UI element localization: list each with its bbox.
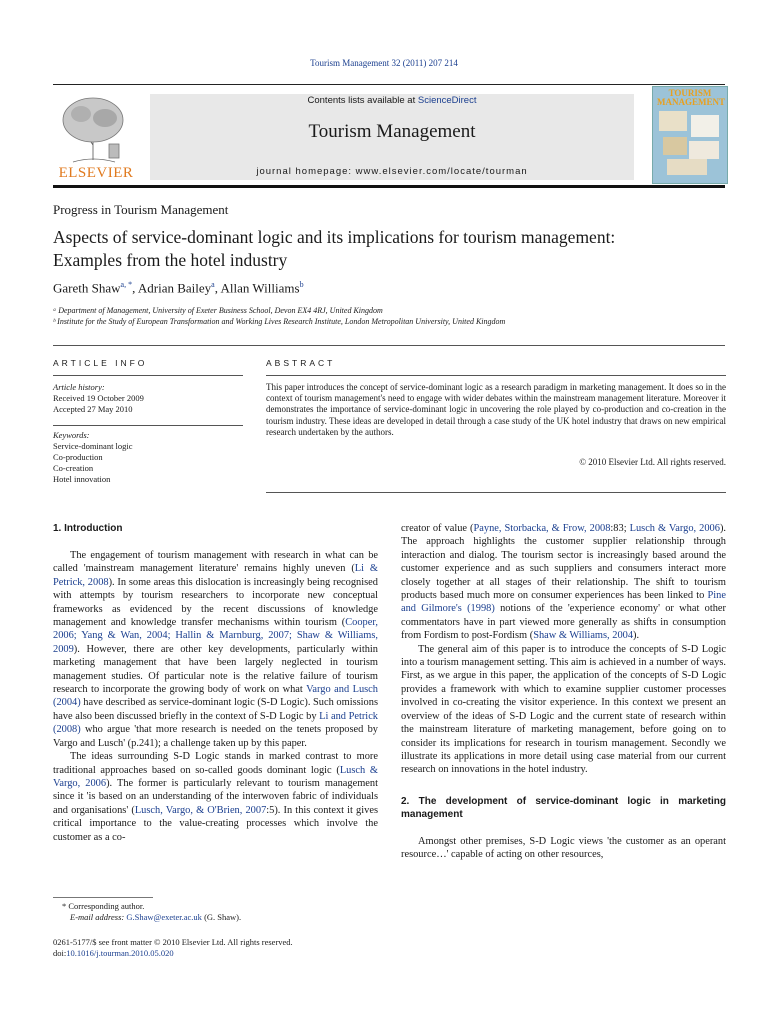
paragraph-text: creator of value ( — [401, 523, 474, 534]
header-rule — [53, 84, 725, 85]
author-separator: , — [214, 280, 221, 296]
paragraph — [401, 835, 726, 862]
citation-link[interactable]: Pine and Gilmore's (1998) — [401, 590, 726, 615]
email-label: E-mail address: — [70, 912, 127, 922]
journal-cover-image — [652, 86, 728, 184]
paragraph-text: The engagement of tourism management with research in what can be called 'mainstream management literature' remains highly uneven ( — [53, 550, 378, 575]
citation-link[interactable]: Shaw & Williams, 2004 — [533, 630, 634, 642]
journal-homepage[interactable]: journal homepage: www.elsevier.com/locate/tourman — [256, 166, 528, 177]
paragraph-text: The ideas surrounding S-D Logic stands in marked contrast to more traditional approaches based on so-called goods dominant logic ( — [53, 751, 378, 776]
author-name: Gareth Shaw — [53, 280, 121, 296]
abstract-bottom-rule — [266, 492, 726, 493]
citation-link[interactable]: Lusch & Vargo, 2006 — [629, 523, 720, 534]
journal-reference[interactable]: Tourism Management 32 (2011) 207 214 — [310, 58, 458, 68]
email-note — [70, 912, 241, 923]
contents-line — [150, 95, 634, 106]
footnote-rule — [53, 897, 153, 898]
paragraph-text: notions of the 'experience economy' or what other commentators have in part viewed more generally as shifts in consumption from Fordism to post-Fordism ( — [401, 603, 726, 642]
info-top-rule — [53, 345, 725, 346]
keyword: Hotel innovation — [53, 474, 111, 484]
paragraph-text: ). — [633, 630, 640, 642]
cover-title: TOURISM MANAGEMENT — [657, 88, 725, 107]
keywords-block — [53, 430, 133, 485]
issn-line: 0261-5177/$ see front matter © 2010 Elsevier Ltd. All rights reserved. — [53, 937, 293, 947]
email-link[interactable]: G.Shaw@exeter.ac.uk — [126, 912, 202, 922]
right-column — [401, 522, 726, 862]
paragraph — [401, 522, 726, 643]
keyword: Co-creation — [53, 463, 94, 473]
paragraph-text: :83; — [610, 523, 630, 534]
contents-prefix: Contents lists available at — [307, 95, 418, 106]
section-heading-development: 2. The development of service-dominant logic in marketing management — [401, 795, 726, 820]
article-title — [53, 226, 733, 272]
history-rule — [53, 425, 243, 426]
doi-link[interactable]: 10.1016/j.tourman.2010.05.020 — [66, 948, 174, 958]
author-separator: , — [132, 280, 138, 296]
paragraph — [53, 549, 378, 750]
abstract-text: This paper introduces the concept of service-dominant logic as a research paradigm in marketing management. It does so in the context of tourism management's need to engage with wider debates within the mainstream management literature. Moreover it demonstrates the importance of service-dominant logic in uncovering the role played by co-production and co-creation in the tourism industry. These ideas are developed in detail through a case study of the UK hotel industry that draws on new empirical research undertaken by the authors. — [266, 382, 726, 437]
accepted-date: Accepted 27 May 2010 — [53, 404, 133, 414]
abstract-rule — [266, 375, 726, 376]
section-label: Progress in Tourism Management — [53, 202, 229, 217]
affiliation-a: ᵃ Department of Management, University of Exeter Business School, Devon EX4 4RJ, United Kingdom — [53, 306, 383, 315]
doi-prefix: doi: — [53, 948, 67, 958]
corresponding-author-note: * Corresponding author. — [62, 901, 145, 911]
journal-title: Tourism Management — [308, 121, 476, 142]
citation-link[interactable]: Payne, Storbacka, & Frow, 2008 — [473, 523, 611, 534]
author-name: Adrian Bailey — [137, 280, 212, 296]
sciencedirect-link[interactable]: ScienceDirect — [417, 95, 477, 106]
elsevier-wordmark: ELSEVIER — [58, 165, 134, 181]
citation-link[interactable]: Li and Petrick (2008) — [53, 710, 378, 736]
author-affil-marker[interactable]: b — [299, 280, 304, 289]
paragraph-text: have described as service-dominant logic (S-D Logic). Such omissions have also been discussed briefly in the context of S-D Logic by — [53, 697, 378, 722]
author-affil-marker[interactable]: a, * — [120, 280, 133, 289]
keywords-label: Keywords: — [53, 430, 90, 440]
title-line-2: Examples from the hotel industry — [53, 250, 288, 270]
keyword: Co-production — [53, 452, 103, 462]
citation-link[interactable]: Lusch, Vargo, & O'Brien, 2007 — [134, 804, 267, 816]
paragraph-text: ). The approach highlights the customer supplier relationship through interaction and dialog. The tourism sector is increasingly based around the customer experience and as such suppliers and consumers interact more closely together at all stages of their relationship. The shift to tourism products based much more on consumer experiences has been linked to — [401, 523, 727, 602]
doi-line — [53, 948, 174, 959]
paragraph — [53, 750, 378, 844]
paragraph — [401, 643, 726, 777]
paragraph-text: ). The former is particularly relevant to tourism management since it 'is based on an understanding of the interwoven fabric of individuals and organisations' ( — [53, 777, 378, 816]
abstract-copyright: © 2010 Elsevier Ltd. All rights reserved. — [579, 457, 726, 467]
title-line-1: Aspects of service-dominant logic and its implications for tourism management: — [53, 227, 616, 247]
citation-link[interactable]: Li & Petrick, 2008 — [53, 563, 378, 588]
paragraph-text: ). However, there are other key developments, particularly within marketing management that have been largely neglected in tourism management studies. Of particular note is the relative failure of tourism research to incorporate the growing body of work on what — [53, 643, 378, 696]
history-label: Article history: — [53, 382, 105, 392]
citation-link[interactable]: Cooper, 2006; Yang & Wan, 2004; Hallin & Marnburg, 2007; Shaw & Williams, 2009 — [53, 617, 378, 655]
header-thick-rule — [53, 185, 725, 188]
author-affil-marker[interactable]: a — [211, 280, 215, 289]
info-rule — [53, 375, 243, 376]
author-name: Allan Williams — [220, 280, 300, 296]
left-column — [53, 522, 378, 844]
paragraph-text: :5). In this context it gives critical importance to the value-creating processes which involve the customer as a co- — [53, 804, 378, 843]
cover-collage-icon — [659, 111, 721, 177]
citation-link[interactable]: Vargo and Lusch (2004) — [53, 684, 378, 709]
email-suffix: (G. Shaw). — [201, 912, 242, 922]
article-info-heading: ARTICLE INFO — [53, 358, 148, 368]
author-list — [53, 280, 304, 296]
received-date: Received 19 October 2009 — [53, 393, 144, 403]
keyword: Service-dominant logic — [53, 441, 133, 451]
affiliation-b: ᵇ Institute for the Study of European Transformation and Working Lives Research Institute, London Metropolitan University, United Kingdom — [53, 317, 506, 326]
abstract-heading: ABSTRACT — [266, 358, 336, 368]
paragraph-text: The general aim of this paper is to introduce the concepts of S-D Logic into a tourism management setting. This aim is achieved in a number of ways. First, as we argue in this paper, the application of the concepts of S-D Logic provides a framework with which to examine supplier customer processes involved in co-creating the visitor experience. In this context we present an overview of the ideas of S-D Logic and the current state of research within the mainstream literature of marketing management, before going on to consider its implications for research in tourism management. Secondly we illustrate its applications in more detail using case material from our current research on innovations in the hotel industry. — [401, 643, 726, 776]
article-history — [53, 382, 144, 415]
citation-link[interactable]: Lusch & Vargo, 2006 — [53, 764, 378, 789]
paragraph-text: ). In some areas this dislocation is increasingly being recognised with attempts by tourism researchers to incorporate new conceptual frameworks as evidenced by the recent discussions of knowledge management and knowledge transfer mechanisms within tourism ( — [53, 576, 378, 629]
paragraph-text: Amongst other premises, S-D Logic views 'the customer as an operant resource…' capable of acting on other resources, — [401, 835, 726, 861]
paragraph-text: who argue 'that more research is needed on the tenets proposed by Vargo and Lusch' (p.241); a challenge taken up by this paper. — [53, 724, 378, 749]
section-heading-introduction: 1. Introduction — [53, 523, 123, 534]
